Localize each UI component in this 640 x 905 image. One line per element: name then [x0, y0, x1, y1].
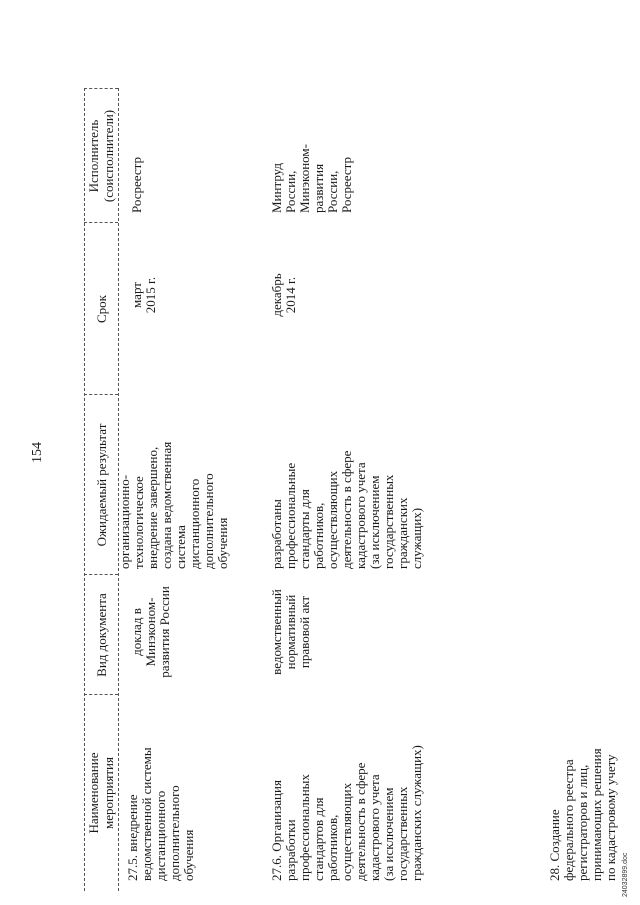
row-27-6-term: декабрь 2014 г. — [269, 273, 298, 317]
row-27-6-executor: Минтруд России, Минэконом- развития России, Росреестр — [269, 144, 354, 213]
header-executor: Исполнитель (соисполнители) — [86, 109, 116, 203]
row-27-5-executor: Росреестр — [129, 157, 144, 213]
row-28-name: 28. Создание федерального реестра регистраторов и лиц, принимающих решения по кадастровому учету — [547, 748, 618, 881]
header-term: Срок — [94, 295, 109, 323]
row-27-6-result: разработаны профессиональные стандарты для работников, осуществляющих деятельность в сфере кадастрового учета (за исключением государственных гражданских служащих) — [269, 450, 424, 569]
row-27-5-name: 27.5. внедрение ведомственной системы дистанционного дополнительного обучения — [125, 747, 196, 881]
row-27-5-term: март 2015 г. — [129, 276, 158, 314]
row-27-5-result: организационно- технологическое внедрение завершено, создана ведомственная система дистанционного дополнительного обучения — [117, 441, 230, 569]
row-27-5-doc-type: доклад в Минэконом- развития России — [129, 586, 172, 678]
header-result: Ожидаемый результат — [94, 423, 109, 547]
header-doc-type: Вид документа — [94, 593, 109, 677]
header-name: Наименование мероприятия — [86, 752, 116, 834]
page-number: 154 — [30, 442, 45, 463]
row-27-6-name: 27.6. Организация разработки профессиональных стандартов для работников, осуществляющих деятельность в сфере кадастрового учета (за исключением государственных гражданских служащих) — [269, 745, 424, 881]
row-27-6-doc-type: ведомственный нормативный правовой акт — [269, 589, 312, 675]
table-top-rule — [84, 88, 85, 891]
footer-document-code: 24032899.doc — [622, 852, 629, 897]
